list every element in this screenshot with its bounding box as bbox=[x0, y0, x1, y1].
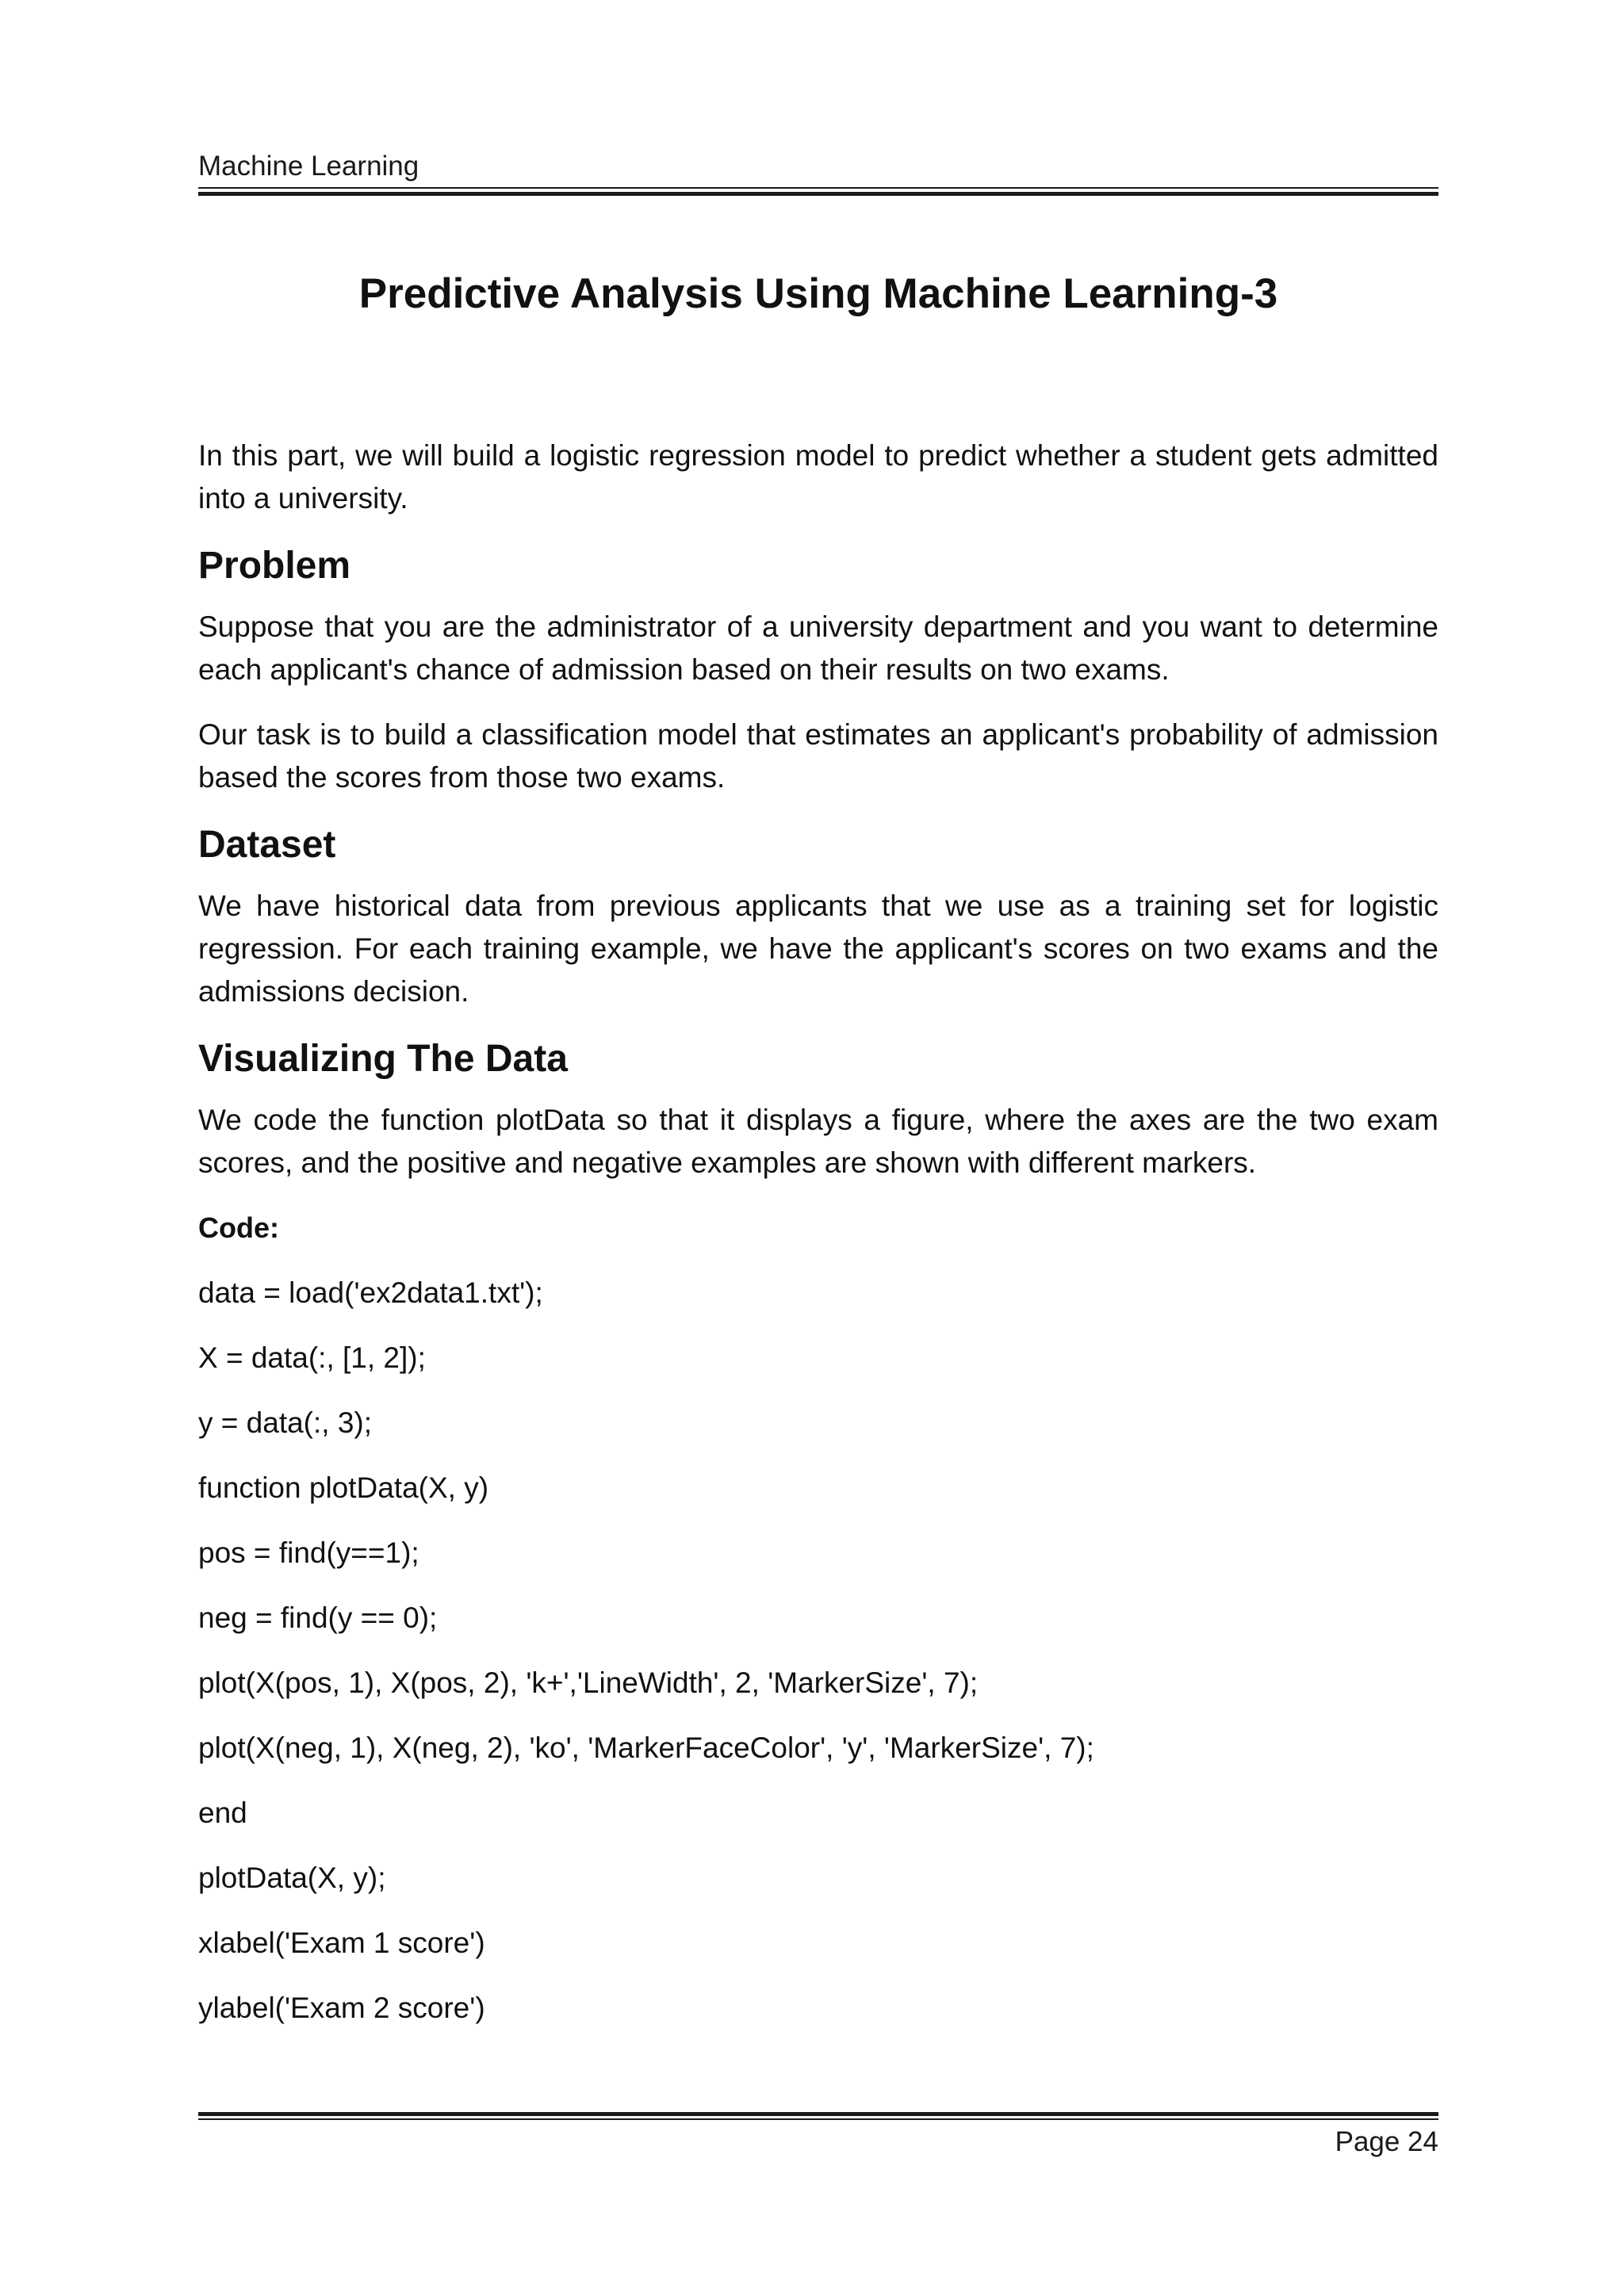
code-label: Code: bbox=[198, 1211, 279, 1244]
code-line: ylabel('Exam 2 score') bbox=[198, 1992, 485, 2024]
header-rule-bottom bbox=[198, 192, 1438, 196]
code-line: plot(X(neg, 1), X(neg, 2), 'ko', 'MarkerFaceColor', 'y', 'MarkerSize', 7); bbox=[198, 1732, 1094, 1764]
code-line: plot(X(pos, 1), X(pos, 2), 'k+','LineWidth', 2, 'MarkerSize', 7); bbox=[198, 1667, 979, 1699]
code-line: y = data(:, 3); bbox=[198, 1406, 373, 1439]
document-title: Predictive Analysis Using Machine Learning-3 bbox=[358, 270, 1278, 317]
section-heading-visualizing: Visualizing The Data bbox=[198, 1038, 568, 1080]
code-line: end bbox=[198, 1797, 247, 1829]
code-line: function plotData(X, y) bbox=[198, 1471, 489, 1504]
intro-paragraph: In this part, we will build a logistic regression model to predict whether a student gets admitted into a university. bbox=[198, 439, 1438, 515]
footer-rule-bottom bbox=[198, 2118, 1438, 2120]
code-line: data = load('ex2data1.txt'); bbox=[198, 1276, 543, 1309]
section-heading-problem: Problem bbox=[198, 545, 351, 587]
problem-paragraph-1: Suppose that you are the administrator of a university department and you want to determine each applicant's chance of admission based on their results on two exams. bbox=[198, 610, 1438, 686]
document-body bbox=[198, 434, 1438, 2052]
code-line: pos = find(y==1); bbox=[198, 1536, 419, 1569]
header-rule-top bbox=[198, 187, 1438, 189]
dataset-paragraph-1: We have historical data from previous applicants that we use as a training set for logistic regression. For each training example, we have the applicant's scores on two exams and the admissions decision. bbox=[198, 890, 1438, 1008]
code-block bbox=[198, 1272, 1438, 2030]
section-heading-dataset: Dataset bbox=[198, 824, 336, 866]
code-line: X = data(:, [1, 2]); bbox=[198, 1341, 426, 1374]
running-header: Machine Learning bbox=[198, 151, 419, 182]
page-number: Page 24 bbox=[1335, 2126, 1438, 2157]
code-line: plotData(X, y); bbox=[198, 1862, 386, 1894]
visualizing-paragraph-1: We code the function plotData so that it displays a figure, where the axes are the two exam scores, and the positive and negative examples are shown with different markers. bbox=[198, 1104, 1438, 1179]
code-line: neg = find(y == 0); bbox=[198, 1601, 438, 1634]
footer-rule-top bbox=[198, 2112, 1438, 2116]
problem-paragraph-2: Our task is to build a classification model that estimates an applicant's probability of admission based the scores from those two exams. bbox=[198, 718, 1438, 794]
code-line: xlabel('Exam 1 score') bbox=[198, 1927, 485, 1959]
